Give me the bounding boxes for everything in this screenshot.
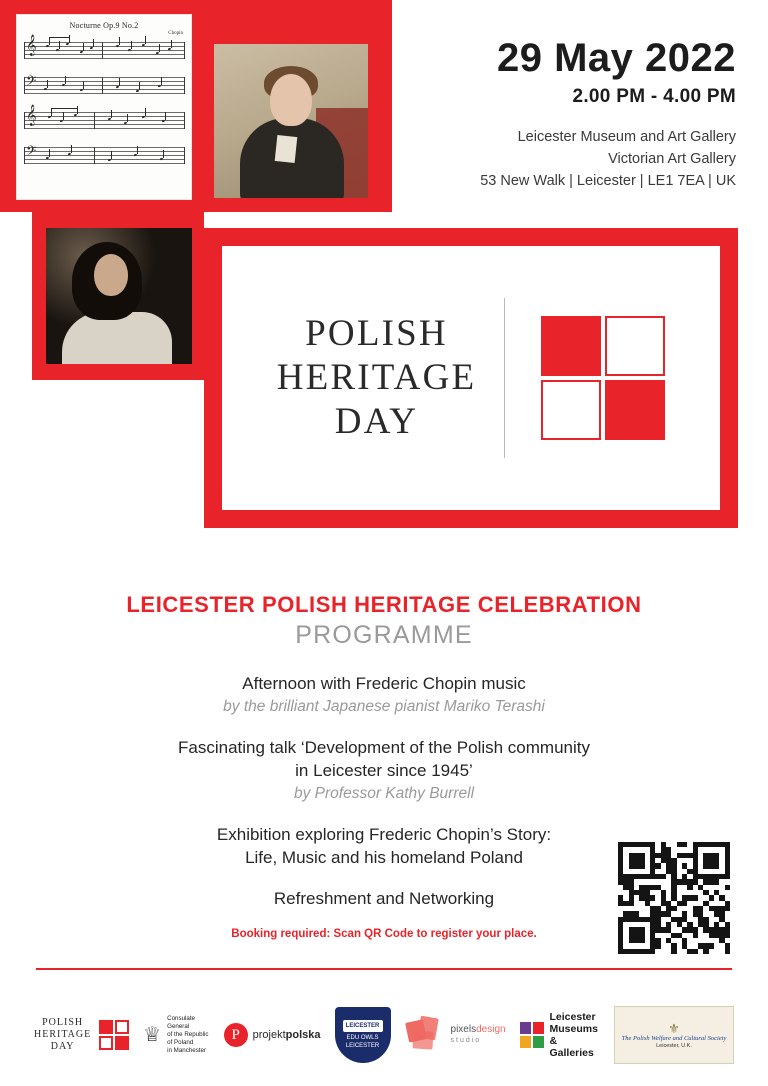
checker-mark-icon bbox=[541, 316, 665, 440]
programme-item-title: Refreshment and Networking bbox=[273, 889, 495, 908]
staff-line: 𝄢 bbox=[24, 75, 184, 101]
logo-line-2: HERITAGE bbox=[276, 357, 477, 398]
pwcs-line-2: Leicester, U.K. bbox=[656, 1042, 692, 1049]
sheet-music-composer: Chopin bbox=[168, 31, 183, 36]
pwcs-line-1: The Polish Welfare and Cultural Society bbox=[621, 1034, 727, 1042]
event-details bbox=[406, 36, 736, 192]
pixels-sub: studio bbox=[450, 1037, 482, 1044]
logo-wordmark bbox=[277, 312, 505, 444]
pixels-text-a: pixels bbox=[450, 1024, 477, 1035]
projekt-polska-icon: P bbox=[224, 1023, 248, 1047]
sheet-music-staves bbox=[17, 35, 191, 171]
programme-item-byline: by the brilliant Japanese pianist Mariko Terashi bbox=[223, 698, 545, 715]
lmg-line-1: Leicester bbox=[549, 1011, 596, 1023]
projekt-text-a: projekt bbox=[252, 1029, 286, 1041]
pianist-photo-image bbox=[46, 228, 192, 364]
edu-owls-sub: LEICESTER bbox=[345, 1043, 380, 1049]
php-footer-line-3: DAY bbox=[50, 1041, 75, 1052]
event-venue bbox=[406, 126, 736, 192]
pixels-text-b: design bbox=[476, 1024, 506, 1035]
logo-inner-panel bbox=[222, 246, 720, 510]
staff-line: 𝄢 bbox=[24, 145, 184, 171]
venue-address: 53 New Walk | Leicester | LE1 7EA | UK bbox=[480, 173, 736, 189]
edu-owls-title: EDU OWLS bbox=[346, 1035, 379, 1041]
programme-item-title: Afternoon with Frederic Chopin music bbox=[242, 674, 526, 693]
staff-line: 𝄞 bbox=[24, 110, 184, 136]
logo-line-1: POLISH bbox=[305, 313, 448, 354]
logo-line-3: DAY bbox=[334, 401, 419, 442]
venue-line-1: Leicester Museum and Art Gallery bbox=[517, 129, 736, 145]
leicester-edu-owls-logo bbox=[335, 1007, 391, 1063]
qr-code[interactable] bbox=[618, 842, 730, 954]
polish-heritage-day-logo bbox=[34, 1017, 129, 1053]
checker-mark-icon bbox=[99, 1020, 129, 1050]
pixels-mark-icon bbox=[405, 1017, 445, 1053]
polish-eagle-icon: ♕ bbox=[143, 1024, 162, 1046]
pixels-design-studio-logo bbox=[405, 1017, 506, 1053]
consulate-line-3: in Manchester bbox=[167, 1047, 207, 1054]
programme-heading: LEICESTER POLISH HERITAGE CELEBRATION bbox=[126, 592, 642, 617]
sheet-music-title: Nocturne Op.9 No.2 bbox=[69, 21, 139, 30]
edu-owls-band: LEICESTER bbox=[343, 1020, 383, 1032]
leicester-museums-and-galleries-logo bbox=[520, 1011, 600, 1059]
programme-item-title-cont: in Leicester since 1945’ bbox=[295, 761, 473, 780]
programme-item-title-cont: Life, Music and his homeland Poland bbox=[245, 848, 523, 867]
consulate-line-2: of the Republic of Poland bbox=[167, 1031, 209, 1046]
footer-divider bbox=[36, 968, 732, 970]
projekt-text-b: polska bbox=[285, 1029, 321, 1041]
staff-line: 𝄞 bbox=[24, 40, 184, 66]
event-time: 2.00 PM - 4.00 PM bbox=[572, 86, 736, 107]
lmg-line-3: & Galleries bbox=[549, 1035, 594, 1059]
logo-divider bbox=[504, 298, 505, 458]
projekt-polska-logo bbox=[224, 1023, 321, 1047]
consulate-general-poland-manchester-logo bbox=[143, 1015, 209, 1055]
lmg-squares-icon bbox=[520, 1022, 544, 1048]
sheet-music-image bbox=[16, 14, 192, 200]
chopin-portrait-image bbox=[214, 44, 368, 198]
php-footer-line-2: HERITAGE bbox=[34, 1029, 92, 1040]
qr-code-grid bbox=[618, 842, 730, 954]
consulate-line-1: Consulate General bbox=[167, 1015, 196, 1030]
programme-item-title: Exhibition exploring Frederic Chopin’s Story: bbox=[216, 825, 552, 844]
programme-item bbox=[0, 672, 768, 718]
polish-heritage-day-logo-frame bbox=[204, 228, 738, 528]
polish-welfare-and-cultural-society-logo bbox=[614, 1006, 734, 1064]
programme-subheading: PROGRAMME bbox=[295, 621, 473, 649]
booking-note: Booking required: Scan QR Code to register your place. bbox=[231, 928, 537, 940]
programme-item-title: Fascinating talk ‘Development of the Polish community bbox=[178, 738, 590, 757]
event-date: 29 May 2022 bbox=[496, 36, 736, 80]
lmg-line-2: Museums bbox=[549, 1023, 598, 1035]
programme-section bbox=[0, 592, 768, 940]
venue-line-2: Victorian Art Gallery bbox=[608, 151, 736, 167]
programme-item bbox=[0, 736, 768, 805]
pwcs-crest-icon: ⚜ bbox=[668, 1020, 680, 1036]
programme-item-byline: by Professor Kathy Burrell bbox=[293, 785, 475, 802]
footer-logos bbox=[0, 992, 768, 1078]
php-footer-line-1: POLISH bbox=[42, 1017, 84, 1028]
hero-section bbox=[0, 0, 768, 540]
